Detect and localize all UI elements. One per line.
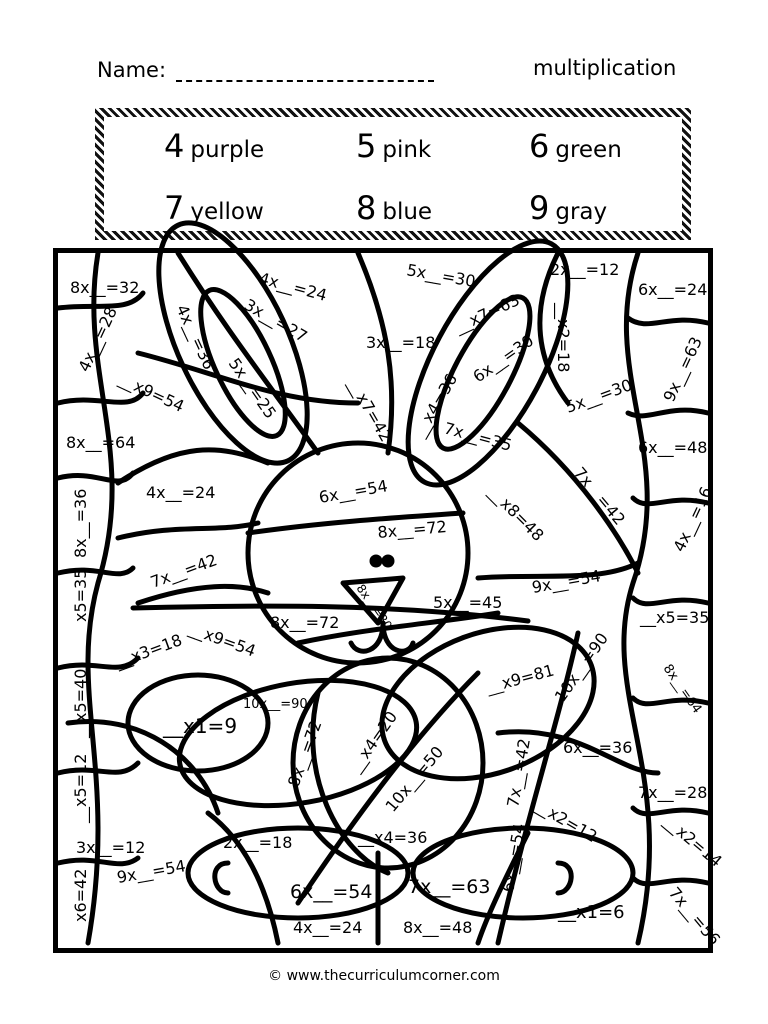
problem-label: __x7=42: [344, 375, 396, 446]
key-color: green: [555, 137, 622, 163]
problem-label: 7x__=63: [408, 876, 491, 898]
problem-label: __x8=48: [485, 482, 548, 545]
problem-label: 8x__=36: [71, 488, 90, 558]
problem-label: __x7=63: [451, 290, 523, 337]
key-color: yellow: [190, 199, 264, 225]
problem-label: __x2=18: [554, 303, 573, 373]
problem-label: 8x__=72: [283, 717, 326, 790]
problem-label: 7x__=42: [147, 550, 220, 592]
problem-label: 8x__=72: [270, 613, 340, 632]
problem-label: 3x__=18: [366, 333, 436, 352]
name-blank-line[interactable]: [176, 80, 434, 82]
problem-label: 9x__=63: [659, 333, 706, 405]
key-number: 6: [529, 127, 550, 165]
problem-label: 5x__=25: [224, 354, 281, 423]
key-color: purple: [190, 137, 265, 163]
problem-label: __x4=36: [410, 370, 462, 440]
key-number: 5: [356, 127, 377, 165]
problem-label: __x6=42: [71, 868, 90, 938]
problem-label: __x5=12: [71, 753, 90, 823]
problem-label: 10x__=50: [381, 742, 448, 816]
problem-label: 6x__=24: [638, 280, 708, 299]
name-label: Name:: [97, 58, 167, 82]
problem-label: 7x__=35: [441, 418, 514, 455]
color-key-box: [95, 108, 691, 240]
problem-label: __x2=14: [660, 811, 726, 871]
problem-label: 5x__=45: [433, 593, 503, 612]
problem-label: 5x__=30: [405, 260, 477, 291]
problem-label: 4x__=36: [172, 301, 219, 373]
key-number: 8: [356, 189, 377, 227]
problem-label: 8x__=30: [353, 581, 395, 633]
key-color: gray: [555, 199, 608, 225]
key-number: 4: [164, 127, 185, 165]
problem-label: __x9=81: [484, 660, 557, 697]
key-number: 7: [164, 189, 185, 227]
problem-label: 6x__=48: [638, 438, 708, 457]
key-item-blue: [356, 189, 432, 227]
problem-label: __x4=20: [345, 707, 402, 776]
copyright-footer: [0, 968, 768, 984]
problem-label: 4x__=24: [146, 483, 216, 502]
problem-label: 2x__=12: [550, 260, 620, 279]
problem-label: 7x__=28: [638, 783, 708, 802]
problem-label: 9x__=54: [115, 856, 188, 887]
key-item-green: [529, 127, 622, 165]
problem-label: 7x__=56: [664, 883, 725, 949]
problem-label: __x3=18: [112, 630, 185, 672]
key-color: blue: [382, 199, 433, 225]
bunny-line-art: [58, 253, 726, 949]
problem-label: 8x__=72: [376, 517, 448, 542]
problem-label: 10x__=90: [550, 629, 612, 706]
problem-label: 9x__=54: [530, 566, 603, 597]
problem-label: __x5=35: [640, 608, 710, 627]
problem-label: 4x__=24: [293, 918, 363, 937]
problem-label: 7x__=42: [569, 463, 630, 529]
problem-label: 8x__=64: [66, 433, 136, 452]
color-by-number-picture: [53, 248, 726, 953]
copyright-text[interactable]: © www.thecurriculumcorner.com: [268, 968, 500, 984]
problem-label: 6x__=36: [563, 738, 633, 757]
problem-label: __x2=12: [531, 795, 601, 847]
problem-label: 6x__=54: [290, 881, 373, 903]
key-item-gray: [529, 189, 607, 227]
key-item-yellow: [164, 189, 264, 227]
problem-label: 8x__=64: [659, 661, 705, 717]
problem-label: 4x__=24: [256, 268, 329, 305]
problem-label: __x1=6: [558, 902, 625, 923]
problem-label: 2x__=18: [223, 833, 293, 852]
problem-label: __x9=54: [186, 618, 259, 661]
problem-label: 8x__=32: [70, 278, 140, 297]
problem-label: 3x__=27: [241, 295, 311, 347]
problem-label: 10x__=90: [243, 697, 308, 712]
key-item-pink: [356, 127, 431, 165]
problem-label: __x5=40: [71, 668, 90, 738]
key-item-purple: [164, 127, 264, 165]
problem-label: 6x__=54: [498, 822, 529, 894]
worksheet-topic: multiplication: [533, 56, 677, 80]
problem-label: __x9=54: [116, 369, 188, 416]
key-number: 9: [529, 189, 550, 227]
problem-label: 3x__=12: [76, 838, 146, 857]
key-color: pink: [382, 137, 432, 163]
problem-label: 4x__=28: [74, 303, 121, 375]
problem-label: __x5=35: [71, 568, 90, 638]
problem-label: 4x__=16: [669, 483, 716, 555]
problem-label: 6x__=54: [317, 476, 390, 507]
problem-label: __x1=9: [163, 714, 238, 738]
problem-label: 7x__=42: [503, 737, 534, 809]
problem-label: __x4=36: [358, 828, 428, 847]
problem-label: 8x__=48: [403, 918, 473, 937]
problem-label: 6x__=30: [469, 330, 538, 387]
problem-label: 5x__=30: [562, 375, 635, 417]
